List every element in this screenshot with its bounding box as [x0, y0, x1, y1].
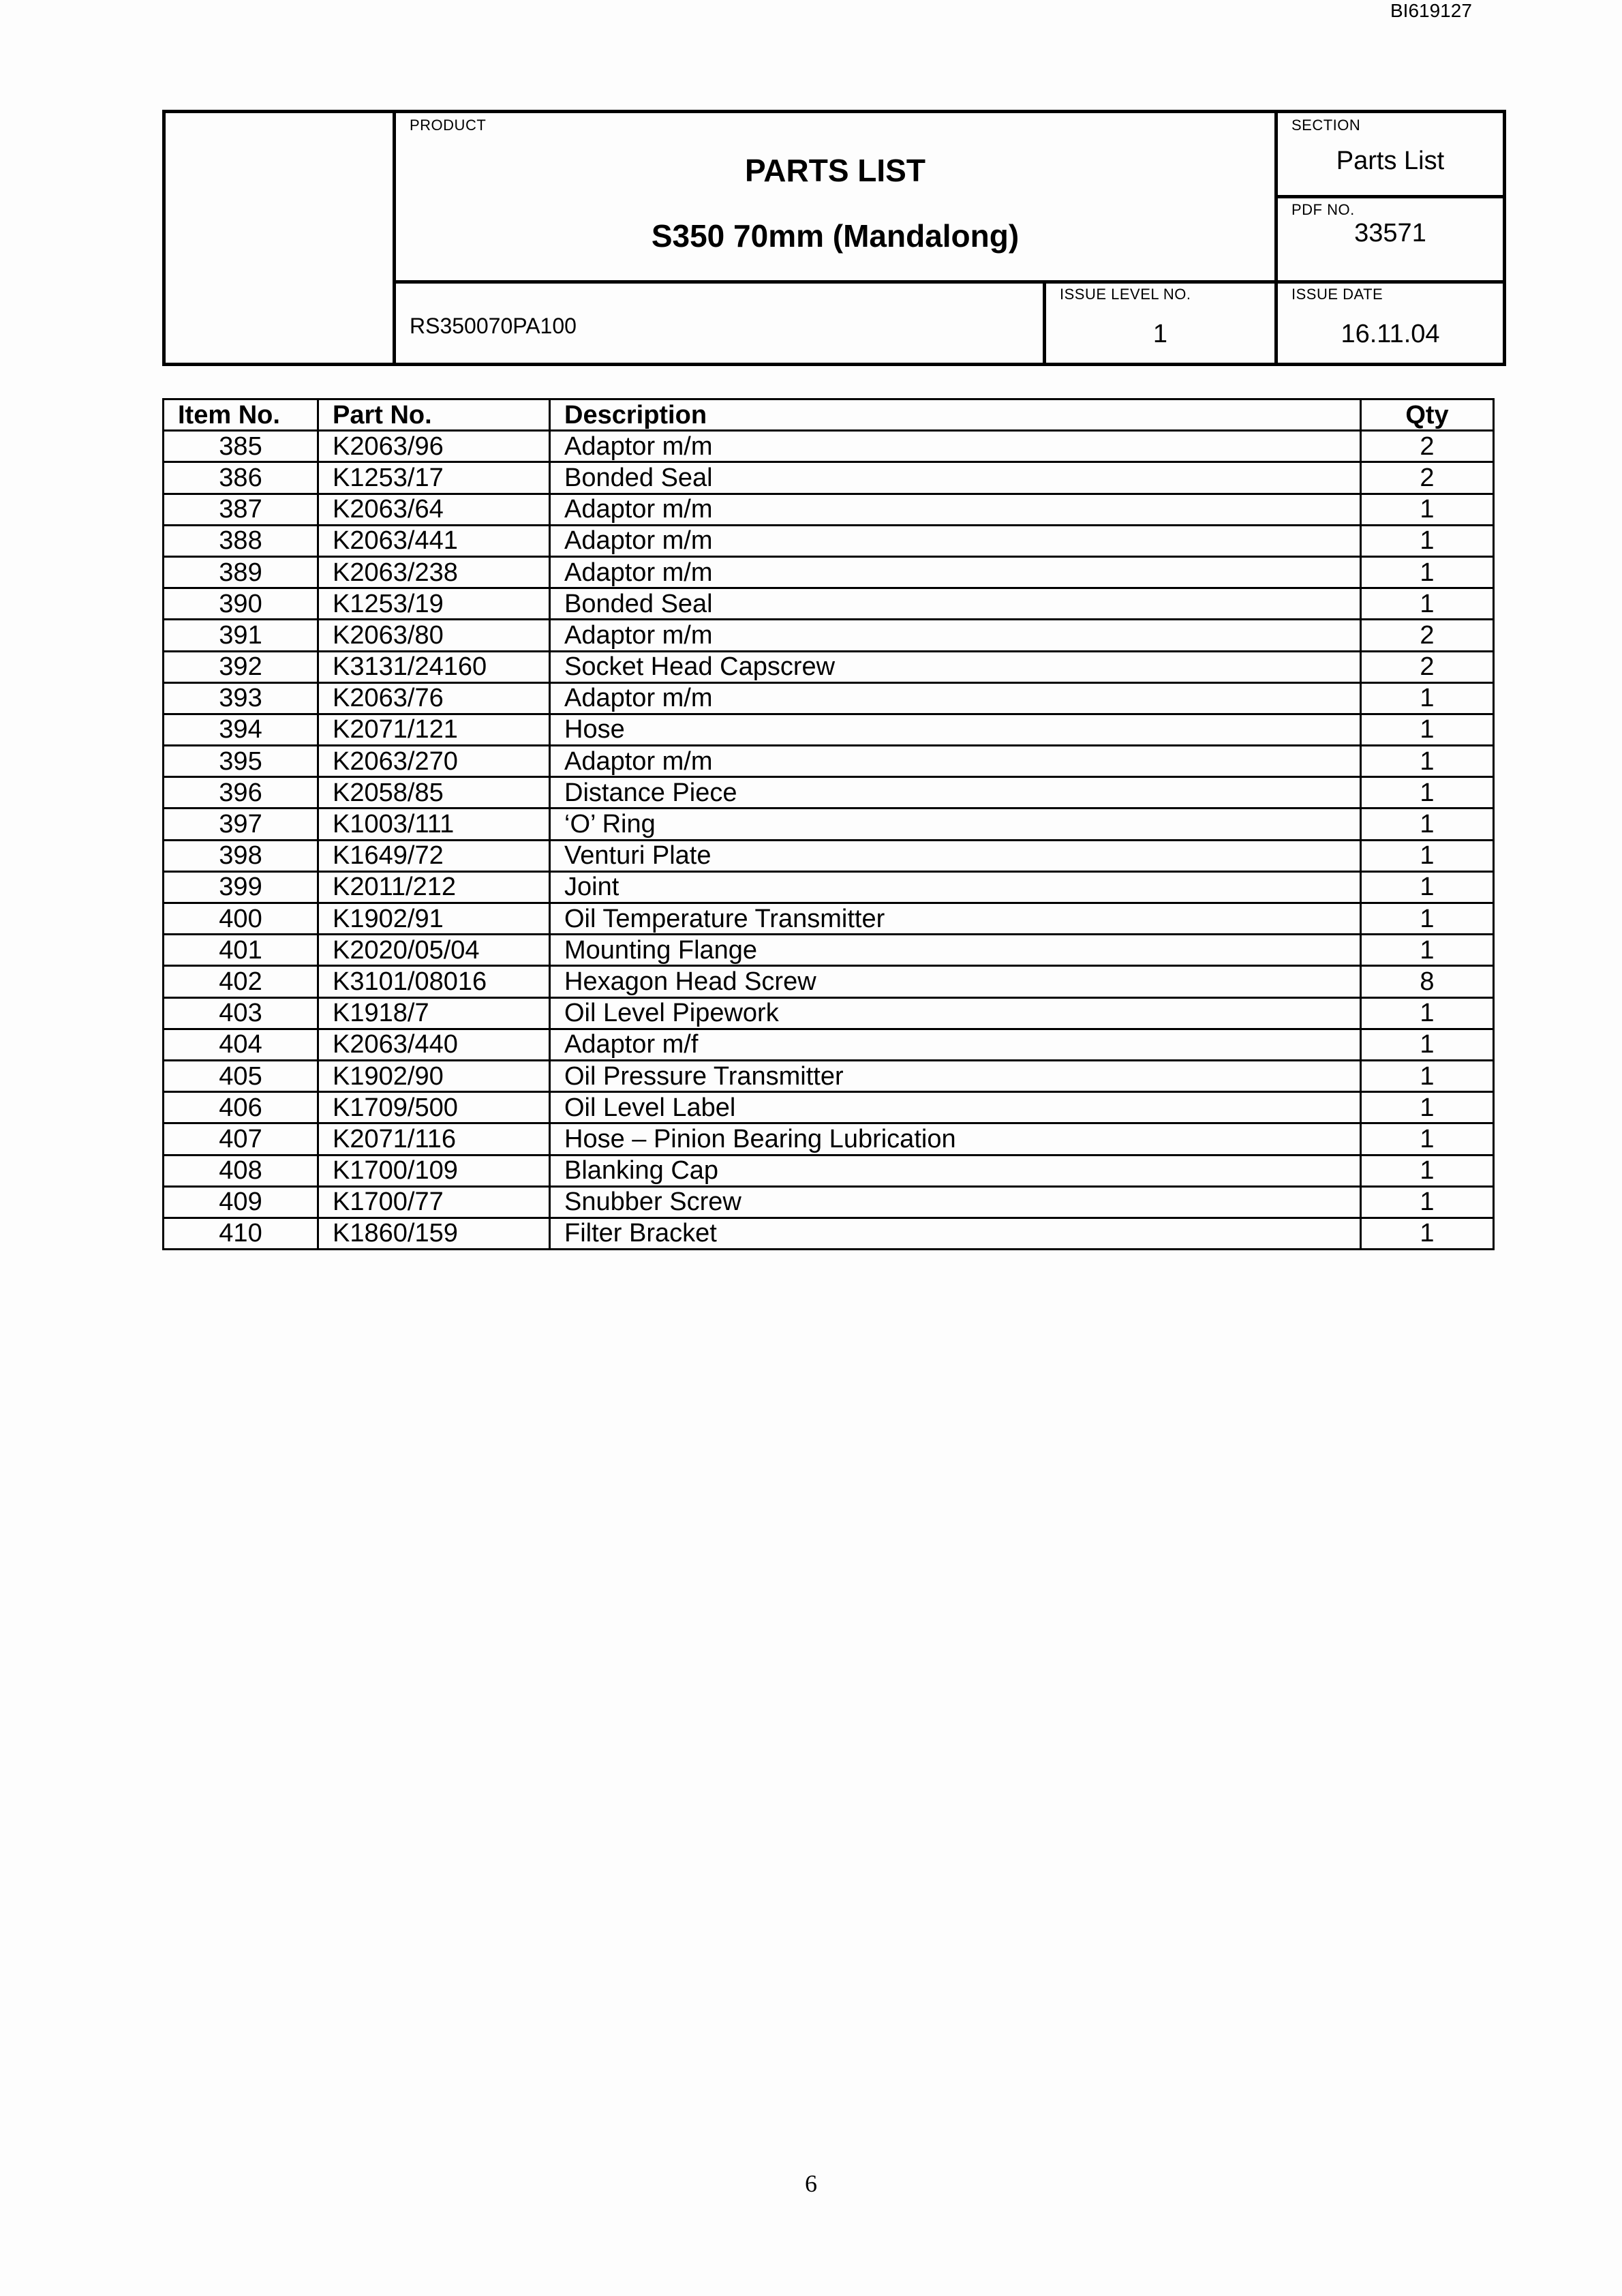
- description-cell: Oil Level Pipework: [550, 997, 1361, 1029]
- quantity-cell: 1: [1361, 1155, 1494, 1186]
- table-row: [164, 871, 1494, 903]
- table-row: [164, 997, 1494, 1029]
- pdf-number-label: PDF NO.: [1291, 201, 1355, 218]
- part-number-cell: K3101/08016: [318, 966, 550, 997]
- description-cell: Adaptor m/m: [550, 556, 1361, 588]
- issue-level-label: ISSUE LEVEL NO.: [1060, 286, 1191, 303]
- product-subtitle: S350 70mm (Mandalong): [651, 218, 1020, 254]
- table-row: [164, 746, 1494, 777]
- pdf-number-value: 33571: [1354, 219, 1426, 247]
- item-number-cell: 406: [164, 1092, 318, 1123]
- table-row: [164, 525, 1494, 556]
- quantity-cell: 2: [1361, 620, 1494, 651]
- item-number-cell: 389: [164, 556, 318, 588]
- item-number-cell: 403: [164, 997, 318, 1029]
- section-value: Parts List: [1336, 147, 1445, 175]
- part-number-cell: K3131/24160: [318, 651, 550, 682]
- issue-date-label: ISSUE DATE: [1291, 286, 1383, 303]
- item-number-cell: 390: [164, 588, 318, 620]
- part-number-cell: K2063/238: [318, 556, 550, 588]
- part-number-cell: K2063/64: [318, 494, 550, 525]
- page-number: 6: [805, 2170, 817, 2197]
- quantity-cell: 1: [1361, 1029, 1494, 1060]
- table-row: [164, 1186, 1494, 1218]
- description-cell: Adaptor m/m: [550, 525, 1361, 556]
- description-cell: Adaptor m/f: [550, 1029, 1361, 1060]
- table-header-row: [164, 399, 1494, 431]
- table-row: [164, 966, 1494, 997]
- table-row: [164, 651, 1494, 682]
- table-row: [164, 1155, 1494, 1186]
- header-part-no: Part No.: [318, 399, 550, 431]
- section-pdf-rule: [1274, 195, 1503, 198]
- table-row: [164, 935, 1494, 966]
- description-cell: Hose: [550, 714, 1361, 745]
- parts-table: [162, 398, 1495, 1250]
- description-cell: Mounting Flange: [550, 935, 1361, 966]
- description-cell: Oil Level Label: [550, 1092, 1361, 1123]
- part-number-cell: K1649/72: [318, 840, 550, 871]
- item-number-cell: 394: [164, 714, 318, 745]
- description-cell: Bonded Seal: [550, 588, 1361, 620]
- description-cell: Adaptor m/m: [550, 620, 1361, 651]
- part-number-cell: K2063/80: [318, 620, 550, 651]
- description-cell: Hexagon Head Screw: [550, 966, 1361, 997]
- table-row: [164, 903, 1494, 935]
- part-number-cell: K1003/111: [318, 809, 550, 840]
- table-row: [164, 714, 1494, 745]
- part-number-cell: K2071/116: [318, 1123, 550, 1155]
- description-cell: Oil Temperature Transmitter: [550, 903, 1361, 935]
- part-number-cell: K1860/159: [318, 1218, 550, 1249]
- quantity-cell: 1: [1361, 525, 1494, 556]
- part-number-cell: K1709/500: [318, 1092, 550, 1123]
- part-number-cell: K2020/05/04: [318, 935, 550, 966]
- quantity-cell: 1: [1361, 1123, 1494, 1155]
- item-number-cell: 399: [164, 871, 318, 903]
- description-cell: Bonded Seal: [550, 462, 1361, 494]
- part-number-cell: K1902/91: [318, 903, 550, 935]
- table-row: [164, 620, 1494, 651]
- header-qty: Qty: [1361, 399, 1494, 431]
- product-bottom-rule: [393, 280, 1503, 284]
- item-number-cell: 407: [164, 1123, 318, 1155]
- description-cell: Venturi Plate: [550, 840, 1361, 871]
- description-cell: Oil Pressure Transmitter: [550, 1060, 1361, 1091]
- part-number-cell: K1253/17: [318, 462, 550, 494]
- item-number-cell: 397: [164, 809, 318, 840]
- item-number-cell: 400: [164, 903, 318, 935]
- part-number-cell: K1253/19: [318, 588, 550, 620]
- quantity-cell: 2: [1361, 462, 1494, 494]
- item-number-cell: 385: [164, 431, 318, 462]
- part-number-cell: K2063/441: [318, 525, 550, 556]
- table-row: [164, 588, 1494, 620]
- item-number-cell: 398: [164, 840, 318, 871]
- issue-date-value: 16.11.04: [1341, 320, 1440, 348]
- quantity-cell: 1: [1361, 494, 1494, 525]
- item-number-cell: 408: [164, 1155, 318, 1186]
- quantity-cell: 1: [1361, 903, 1494, 935]
- quantity-cell: 8: [1361, 966, 1494, 997]
- table-row: [164, 1029, 1494, 1060]
- description-cell: Snubber Screw: [550, 1186, 1361, 1218]
- page-title: PARTS LIST: [745, 153, 925, 188]
- document-code: BI619127: [1390, 0, 1472, 21]
- table-row: [164, 494, 1494, 525]
- header-item-no: Item No.: [164, 399, 318, 431]
- document-reference: RS350070PA100: [410, 314, 577, 338]
- header-description: Description: [550, 399, 1361, 431]
- section-label: SECTION: [1291, 117, 1361, 134]
- part-number-cell: K2011/212: [318, 871, 550, 903]
- quantity-cell: 1: [1361, 714, 1494, 745]
- item-number-cell: 387: [164, 494, 318, 525]
- item-number-cell: 386: [164, 462, 318, 494]
- table-row: [164, 682, 1494, 714]
- item-number-cell: 405: [164, 1060, 318, 1091]
- quantity-cell: 1: [1361, 682, 1494, 714]
- table-row: [164, 777, 1494, 809]
- table-row: [164, 1060, 1494, 1091]
- table-row: [164, 1123, 1494, 1155]
- description-cell: ‘O’ Ring: [550, 809, 1361, 840]
- description-cell: Adaptor m/m: [550, 494, 1361, 525]
- description-cell: Adaptor m/m: [550, 431, 1361, 462]
- item-number-cell: 410: [164, 1218, 318, 1249]
- description-cell: Hose – Pinion Bearing Lubrication: [550, 1123, 1361, 1155]
- description-cell: Socket Head Capscrew: [550, 651, 1361, 682]
- part-number-cell: K2058/85: [318, 777, 550, 809]
- item-number-cell: 402: [164, 966, 318, 997]
- part-number-cell: K1902/90: [318, 1060, 550, 1091]
- quantity-cell: 1: [1361, 1186, 1494, 1218]
- quantity-cell: 1: [1361, 935, 1494, 966]
- quantity-cell: 1: [1361, 871, 1494, 903]
- table-row: [164, 462, 1494, 494]
- item-number-cell: 396: [164, 777, 318, 809]
- part-number-cell: K2063/96: [318, 431, 550, 462]
- item-number-cell: 391: [164, 620, 318, 651]
- quantity-cell: 1: [1361, 840, 1494, 871]
- table-row: [164, 809, 1494, 840]
- item-number-cell: 404: [164, 1029, 318, 1060]
- quantity-cell: 1: [1361, 746, 1494, 777]
- table-row: [164, 431, 1494, 462]
- quantity-cell: 1: [1361, 588, 1494, 620]
- quantity-cell: 1: [1361, 777, 1494, 809]
- issue-level-value: 1: [1152, 320, 1168, 348]
- table-row: [164, 1218, 1494, 1249]
- description-cell: Adaptor m/m: [550, 746, 1361, 777]
- part-number-cell: K2063/440: [318, 1029, 550, 1060]
- item-number-cell: 393: [164, 682, 318, 714]
- description-cell: Joint: [550, 871, 1361, 903]
- part-number-cell: K1700/77: [318, 1186, 550, 1218]
- quantity-cell: 1: [1361, 1218, 1494, 1249]
- part-number-cell: K2063/270: [318, 746, 550, 777]
- quantity-cell: 2: [1361, 431, 1494, 462]
- part-number-cell: K1918/7: [318, 997, 550, 1029]
- quantity-cell: 1: [1361, 809, 1494, 840]
- part-number-cell: K2071/121: [318, 714, 550, 745]
- product-label: PRODUCT: [410, 117, 487, 134]
- title-block: [162, 110, 1506, 366]
- item-number-cell: 392: [164, 651, 318, 682]
- description-cell: Blanking Cap: [550, 1155, 1361, 1186]
- description-cell: Distance Piece: [550, 777, 1361, 809]
- part-number-cell: K1700/109: [318, 1155, 550, 1186]
- quantity-cell: 1: [1361, 556, 1494, 588]
- quantity-cell: 1: [1361, 1060, 1494, 1091]
- table-row: [164, 556, 1494, 588]
- description-cell: Filter Bracket: [550, 1218, 1361, 1249]
- item-number-cell: 388: [164, 525, 318, 556]
- quantity-cell: 2: [1361, 651, 1494, 682]
- quantity-cell: 1: [1361, 997, 1494, 1029]
- quantity-cell: 1: [1361, 1092, 1494, 1123]
- part-number-cell: K2063/76: [318, 682, 550, 714]
- item-number-cell: 409: [164, 1186, 318, 1218]
- description-cell: Adaptor m/m: [550, 682, 1361, 714]
- item-number-cell: 401: [164, 935, 318, 966]
- item-number-cell: 395: [164, 746, 318, 777]
- table-row: [164, 840, 1494, 871]
- table-row: [164, 1092, 1494, 1123]
